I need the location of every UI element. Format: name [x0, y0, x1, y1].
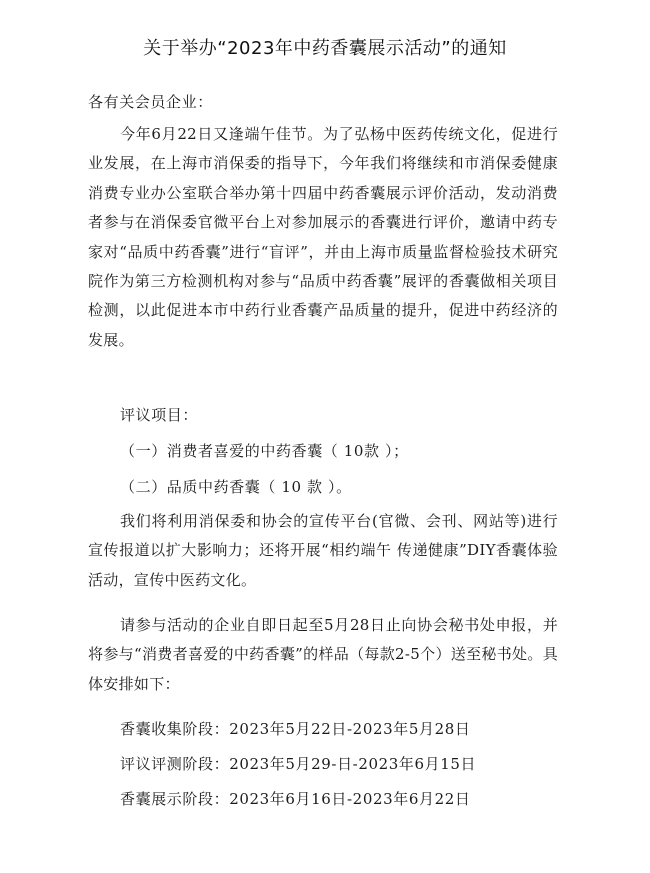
- schedule-item-3: 香囊展示阶段：2023年6月16日-2023年6月22日: [120, 790, 471, 808]
- salutation: 各有关会员企业：: [88, 93, 213, 111]
- publicity-paragraph: 我们将利用消保委和协会的宣传平台(官微、会刊、网站等)进行宣传报道以扩大影响力；还将开展“相约端午 传递健康”DIY香囊体验活动，宣传中医药文化。: [88, 512, 558, 589]
- document-title: 关于举办“2023年中药香囊展示活动”的通知: [143, 38, 507, 59]
- schedule-item-1: 香囊收集阶段：2023年5月22日-2023年5月28日: [120, 720, 471, 738]
- intro-paragraph: 今年6月22日又逢端午佳节。为了弘杨中医药传统文化，促进行业发展，在上海市消保委的指导下，今年我们将继续和市消保委健康消费专业办公室联合举办第十四届中药香囊展示评价活动，发动消费者参与在消保委官微平台上对参加展示的香囊进行评价，邀请中药专家对“品质中药香囊”进行“盲评”，并由上海市质量监督检验技术研究院作为第三方检测机构对参与“品质中药香囊”展评的香囊做相关项目检测，以此促进本市中药行业香囊产品质量的提升，促进中药经济的发展。: [88, 125, 558, 349]
- schedule-item-2: 评议评测阶段：2023年5月29-日-2023年6月15日: [120, 755, 477, 773]
- review-items-heading: 评议项目：: [120, 406, 199, 424]
- application-paragraph: 请参与活动的企业自即日起至5月28日止向协会秘书处申报，并将参与“消费者喜爱的中药香囊”的样品（每款2-5个）送至秘书处。具体安排如下：: [88, 616, 558, 693]
- review-item-1: （一）消费者喜爱的中药香囊（ 10款 ）；: [120, 442, 409, 460]
- review-item-2: （二）品质中药香囊（ 10 款 ）。: [120, 478, 352, 496]
